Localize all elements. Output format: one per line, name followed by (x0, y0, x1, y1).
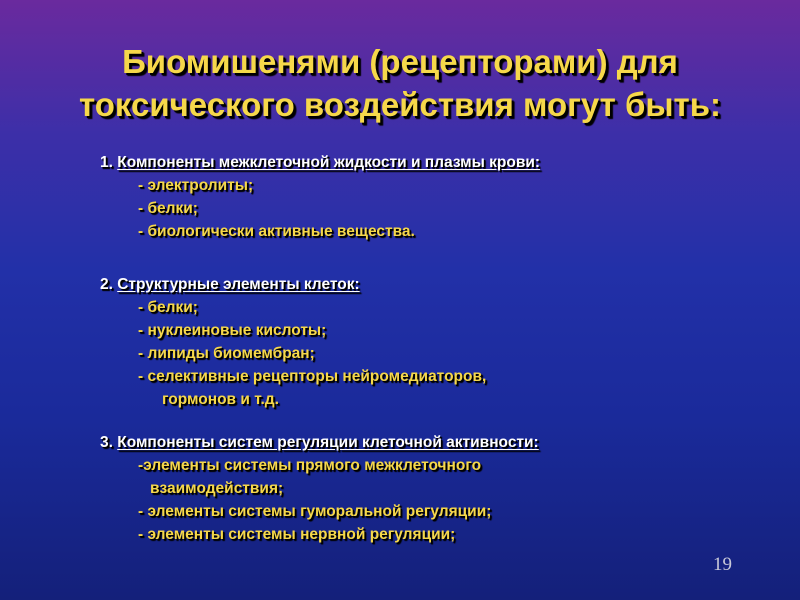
list-item-continuation: взаимодействия; (150, 480, 284, 497)
section-2 (100, 273, 486, 411)
list-item: - элементы системы нервной регуляции; (138, 526, 456, 543)
section-1-heading (100, 151, 540, 174)
section-2-title: Структурные элементы клеток: (117, 276, 360, 293)
section-1 (100, 151, 540, 243)
section-1-number: 1. (100, 154, 118, 171)
list-item: - биологически активные вещества. (138, 223, 415, 240)
page-number: 19 (713, 554, 732, 575)
list-item: - белки; (138, 299, 198, 316)
list-item: - белки; (138, 200, 198, 217)
section-2-number: 2. (100, 276, 118, 293)
section-3-number: 3. (100, 434, 118, 451)
section-3 (100, 431, 539, 546)
title-line-2: токсического воздействия могут быть: (79, 86, 721, 123)
list-item: - нуклеиновые кислоты; (138, 322, 327, 339)
list-item: - элементы системы гуморальной регуляции; (138, 503, 492, 520)
list-item: - липиды биомембран; (138, 345, 315, 362)
section-2-heading (100, 273, 486, 296)
title-line-1: Биомишенями (рецепторами) для (122, 43, 678, 80)
section-1-title: Компоненты межклеточной жидкости и плазмы крови: (117, 154, 541, 171)
list-item: - селективные рецепторы нейромедиаторов, (138, 368, 487, 385)
section-3-title: Компоненты систем регуляции клеточной активности: (117, 434, 539, 451)
slide-title (0, 40, 800, 126)
list-item-continuation: гормонов и т.д. (162, 391, 279, 408)
list-item: - электролиты; (138, 177, 254, 194)
section-3-heading (100, 431, 539, 454)
list-item: -элементы системы прямого межклеточного (138, 457, 482, 474)
